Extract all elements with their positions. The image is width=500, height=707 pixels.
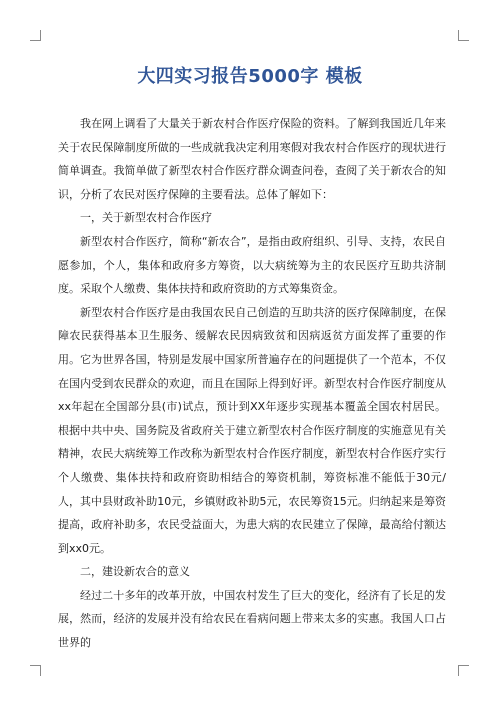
crop-mark-bottom-left bbox=[30, 665, 41, 676]
paragraph-definition: 新型农村合作医疗，简称“新农合”，是指由政府组织、引导、支持，农民自愿参加，个人，集体和政府多方筹资，以大病统筹为主的农民医疗互助共济制度。采取个人缴费、集体扶持和政府资助的方式筹集资金。 bbox=[58, 234, 446, 296]
crop-mark-top-left bbox=[30, 30, 41, 41]
crop-mark-top-right bbox=[458, 30, 469, 41]
document-body bbox=[58, 112, 446, 655]
section-heading-2: 二，建设新农合的意义 bbox=[80, 565, 190, 579]
crop-mark-bottom-right bbox=[458, 665, 469, 676]
document-title: 大四实习报告5000字 模板 bbox=[137, 66, 363, 87]
paragraph-intro: 我在网上调看了大量关于新农村合作医疗保险的资料。了解到我国近几年来关于农民保障制度所做的一些成就我决定利用寒假对我农村合作医疗的现状进行简单调查。我简单做了新型农村合作医疗群众调查问卷，查阅了关于新农合的知识，分析了农民对医疗保障的主要看法。总体了解如下： bbox=[58, 117, 446, 201]
section-heading-1: 一，关于新型农村合作医疗 bbox=[80, 211, 212, 225]
paragraph-significance: 经过二十多年的改革开放，中国农村发生了巨大的变化，经济有了长足的发展，然而，经济的发展并没有给农民在看病问题上带来太多的实惠。我国人口占世界的 bbox=[58, 588, 446, 650]
paragraph-system: 新型农村合作医疗是由我国农民自己创造的互助共济的医疗保障制度，在保障农民获得基本卫生服务、缓解农民因病致贫和因病返贫方面发挥了重要的作用。它为世界各国，特别是发展中国家所普遍存在的问题提供了一个范本，不仅在国内受到农民群众的欢迎，而且在国际上得到好评。新型农村合作医疗制度从xx年起在全国部分县(市)试点，预计到XX年逐步实现基本覆盖全国农村居民。根据中共中央、国务院及省政府关于建立新型农村合作医疗制度的实施意见有关精神，农民大病统筹工作改称为新型农村合作医疗制度，新型农村合作医疗实行个人缴费、集体扶持和政府资助相结合的筹资机制，筹资标准不能低于30元/人，其中县财政补助10元，乡镇财政补助5元，农民筹资15元。归纳起来是筹资提高，政府补助多，农民受益面大，为患大病的农民建立了保障，最高给付额达到xx0元。 bbox=[58, 305, 446, 555]
